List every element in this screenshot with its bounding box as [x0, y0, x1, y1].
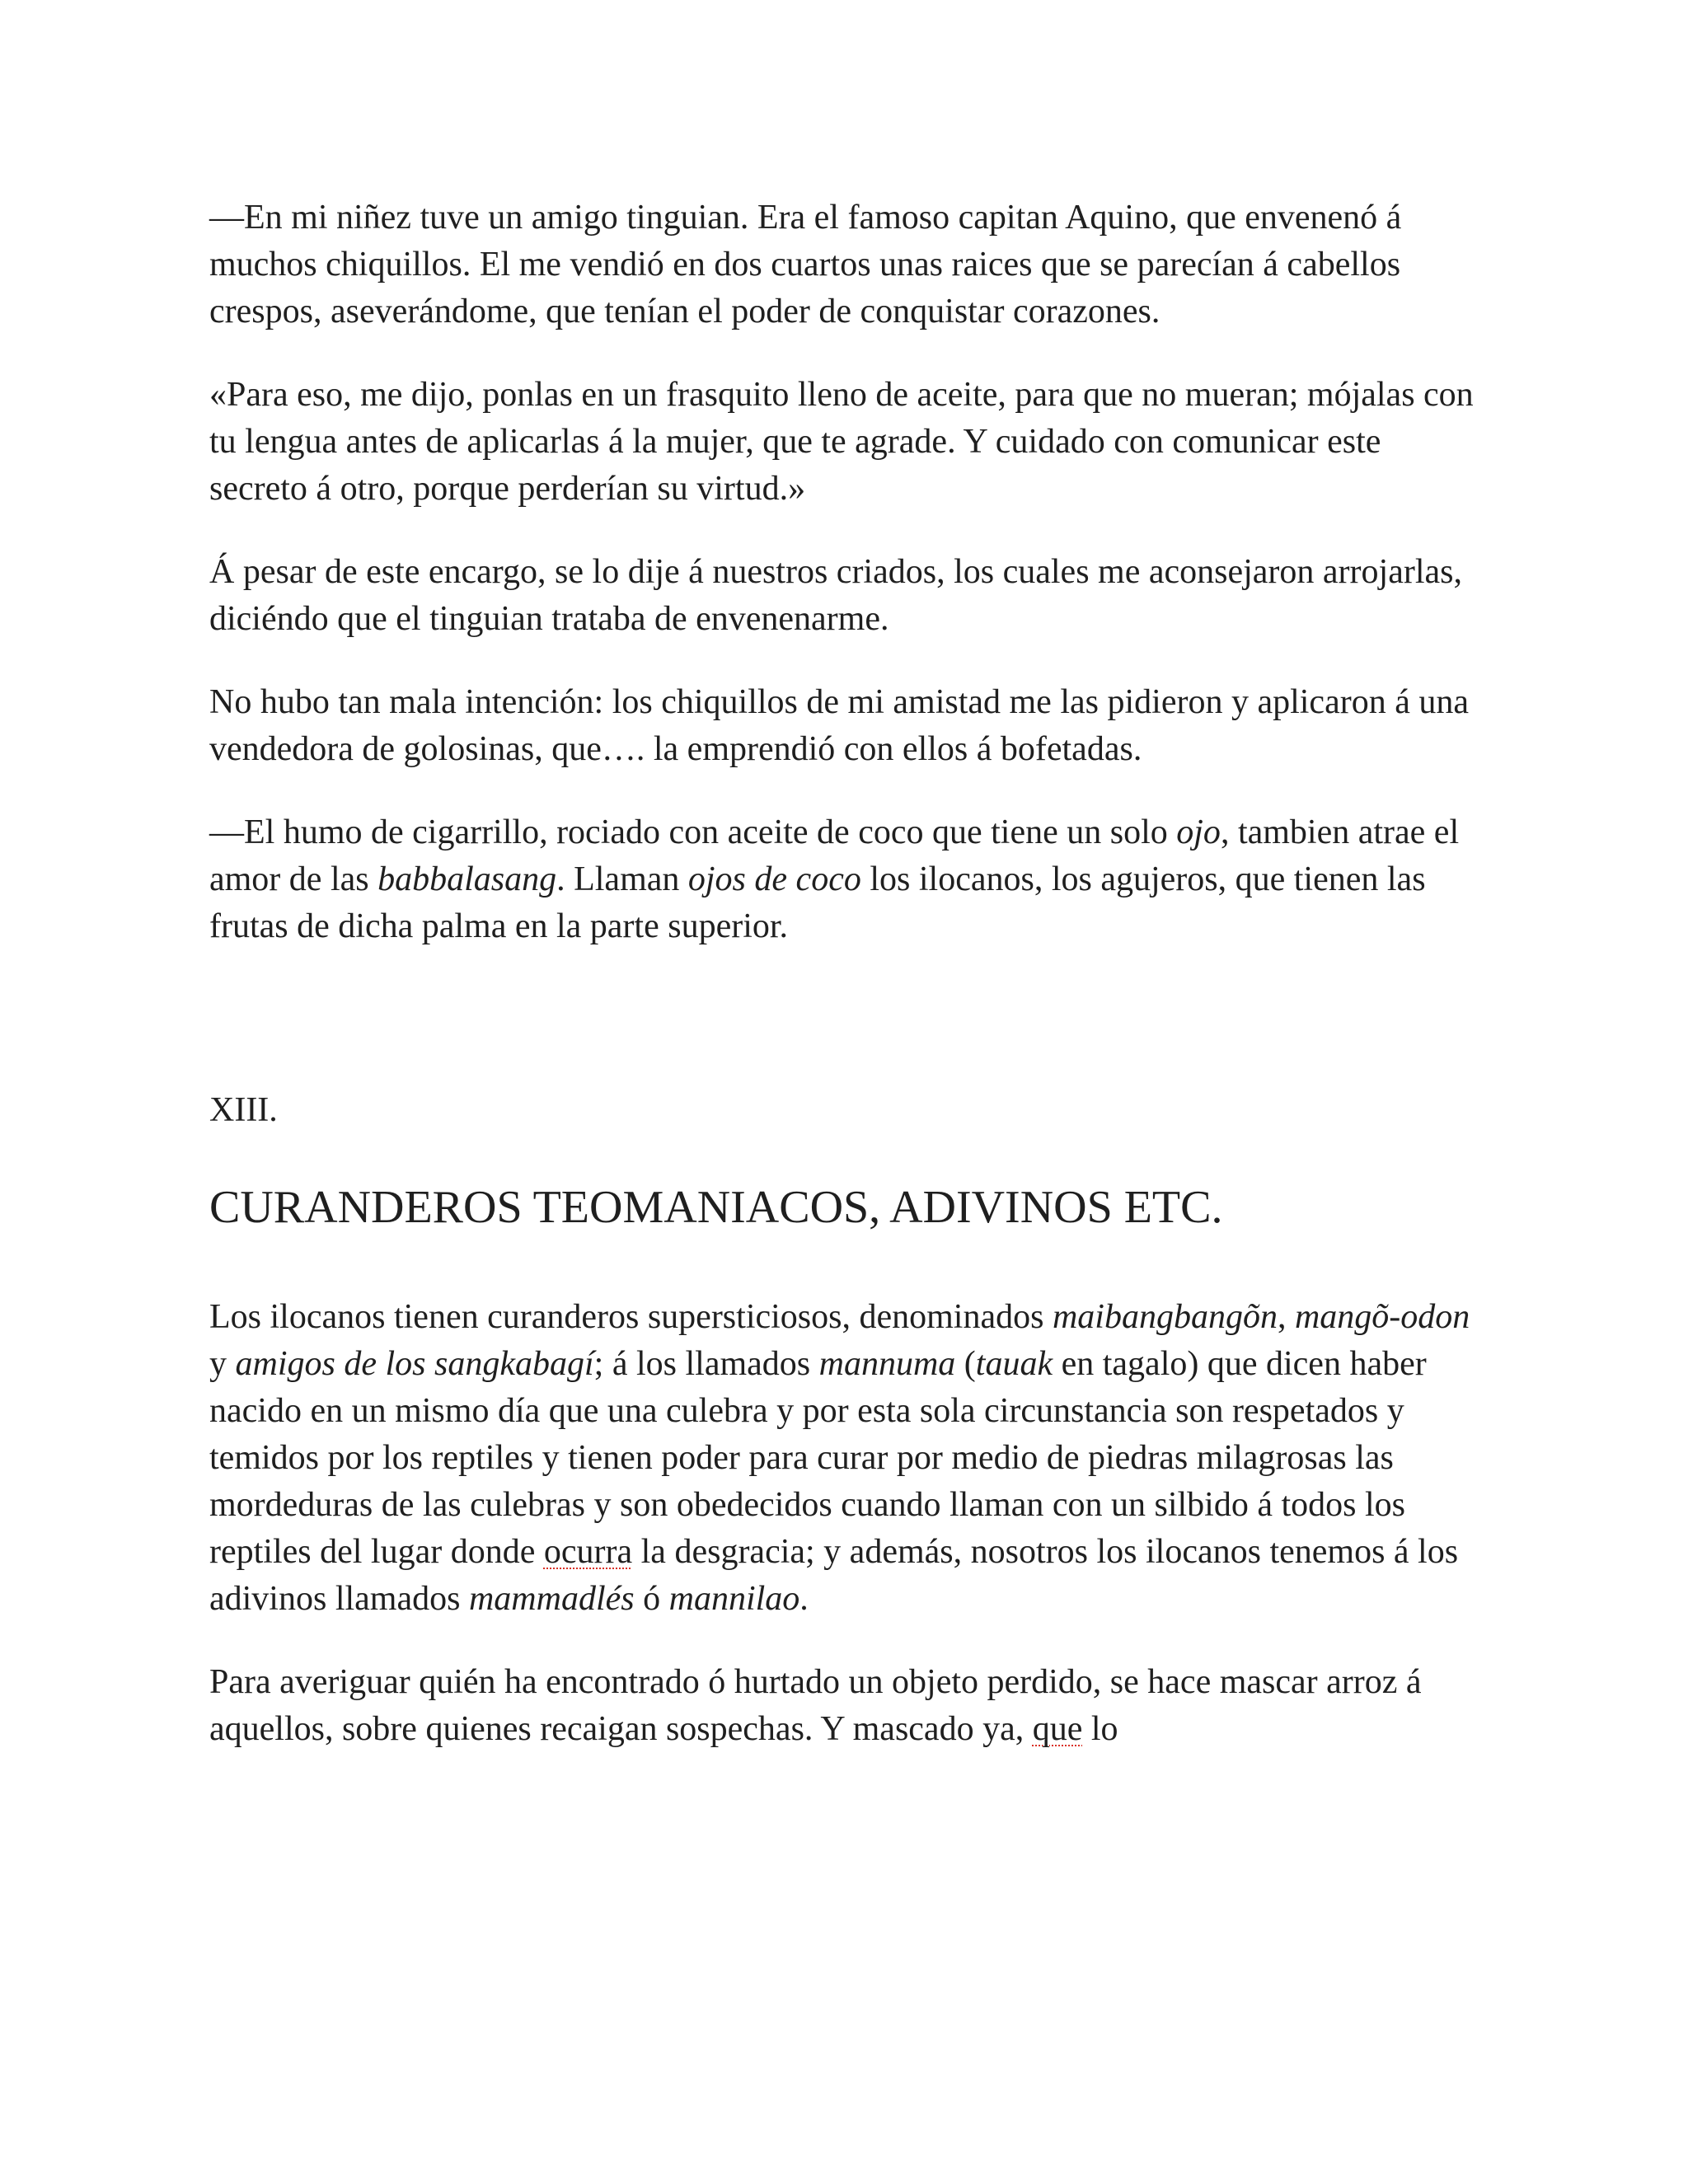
paragraph	[209, 1294, 1479, 1623]
text-run: . Llaman	[556, 860, 688, 898]
chapter-number: XIII.	[209, 1091, 278, 1129]
paragraph	[209, 809, 1479, 950]
text-run: , tambien atrae el amor de las	[209, 813, 1460, 898]
text-run: ó	[634, 1580, 669, 1618]
text-run: ; á los llamados	[593, 1345, 819, 1383]
paragraph	[209, 1659, 1479, 1753]
document-page	[209, 194, 1479, 1789]
text-run: Los ilocanos tienen curanderos supersticiosos, denominados	[209, 1298, 1053, 1336]
spellcheck-flagged-word[interactable]: ocurra	[543, 1533, 633, 1571]
text-run: ,	[1277, 1298, 1295, 1336]
paragraph: No hubo tan mala intención: los chiquillos de mi amistad me las pidieron y aplicaron á una vendedora de golosinas, que…. la emprendió con ellos á bofetadas.	[209, 683, 1469, 768]
italic-term: tauak	[975, 1345, 1053, 1383]
text-run: y	[209, 1345, 236, 1383]
italic-term: mangõ-odon	[1294, 1298, 1470, 1336]
paragraph: «Para eso, me dijo, ponlas en un frasquito lleno de aceite, para que no mueran; mójalas con tu lengua antes de aplicarlas á la mujer, que te agrade. Y cuidado con comunicar este secreto á otro, porque perderían su virtud.»	[209, 376, 1474, 508]
text-run: los ilocanos, los agujeros, que tienen las frutas de dicha palma en la parte superior.	[209, 860, 1426, 945]
text-run: en tagalo) que dicen haber nacido en un mismo día que una culebra y por esta sola circunstancia son respetados y temidos por los reptiles y tienen poder para curar por medio de piedras milagrosas las mordeduras de las culebras y son obedecidos cuando llaman con un silbido á todos los reptiles del lugar donde	[209, 1345, 1427, 1571]
text-run: lo	[1082, 1710, 1118, 1748]
paragraph: —En mi niñez tuve un amigo tinguian. Era el famoso capitan Aquino, que envenenó á muchos chiquillos. El me vendió en dos cuartos unas raices que se parecían á cabellos crespos, aseverándome, que tenían el poder de conquistar corazones.	[209, 199, 1402, 330]
spellcheck-flagged-word[interactable]: que	[1032, 1710, 1083, 1748]
text-run: .	[799, 1580, 809, 1618]
text-run: Para averiguar quién ha encontrado ó hurtado un objeto perdido, se hace mascar arroz á aquellos, sobre quienes recaigan sospechas. Y mascado ya,	[209, 1663, 1422, 1748]
italic-term: amigos de los sangkabagí	[235, 1345, 594, 1383]
italic-term: maibangbangõn	[1052, 1298, 1278, 1336]
italic-term: mammadlés	[468, 1580, 635, 1618]
italic-term: mannuma	[818, 1345, 956, 1383]
paragraph: Á pesar de este encargo, se lo dije á nuestros criados, los cuales me aconsejaron arrojarlas, diciéndo que el tinguian trataba de envenenarme.	[209, 553, 1462, 638]
text-run: —El humo de cigarrillo, rociado con aceite de coco que tiene un solo	[209, 813, 1177, 851]
italic-term: ojos de coco	[687, 860, 861, 898]
italic-term: ojo	[1176, 813, 1221, 851]
italic-term: mannilao	[668, 1580, 800, 1618]
text-run: la desgracia; y además, nosotros los ilocanos tenemos á los adivinos llamados	[209, 1533, 1459, 1618]
text-run: (	[955, 1345, 976, 1383]
italic-term: babbalasang	[377, 860, 557, 898]
chapter-title: CURANDEROS TEOMANIACOS, ADIVINOS ETC.	[209, 1182, 1223, 1233]
